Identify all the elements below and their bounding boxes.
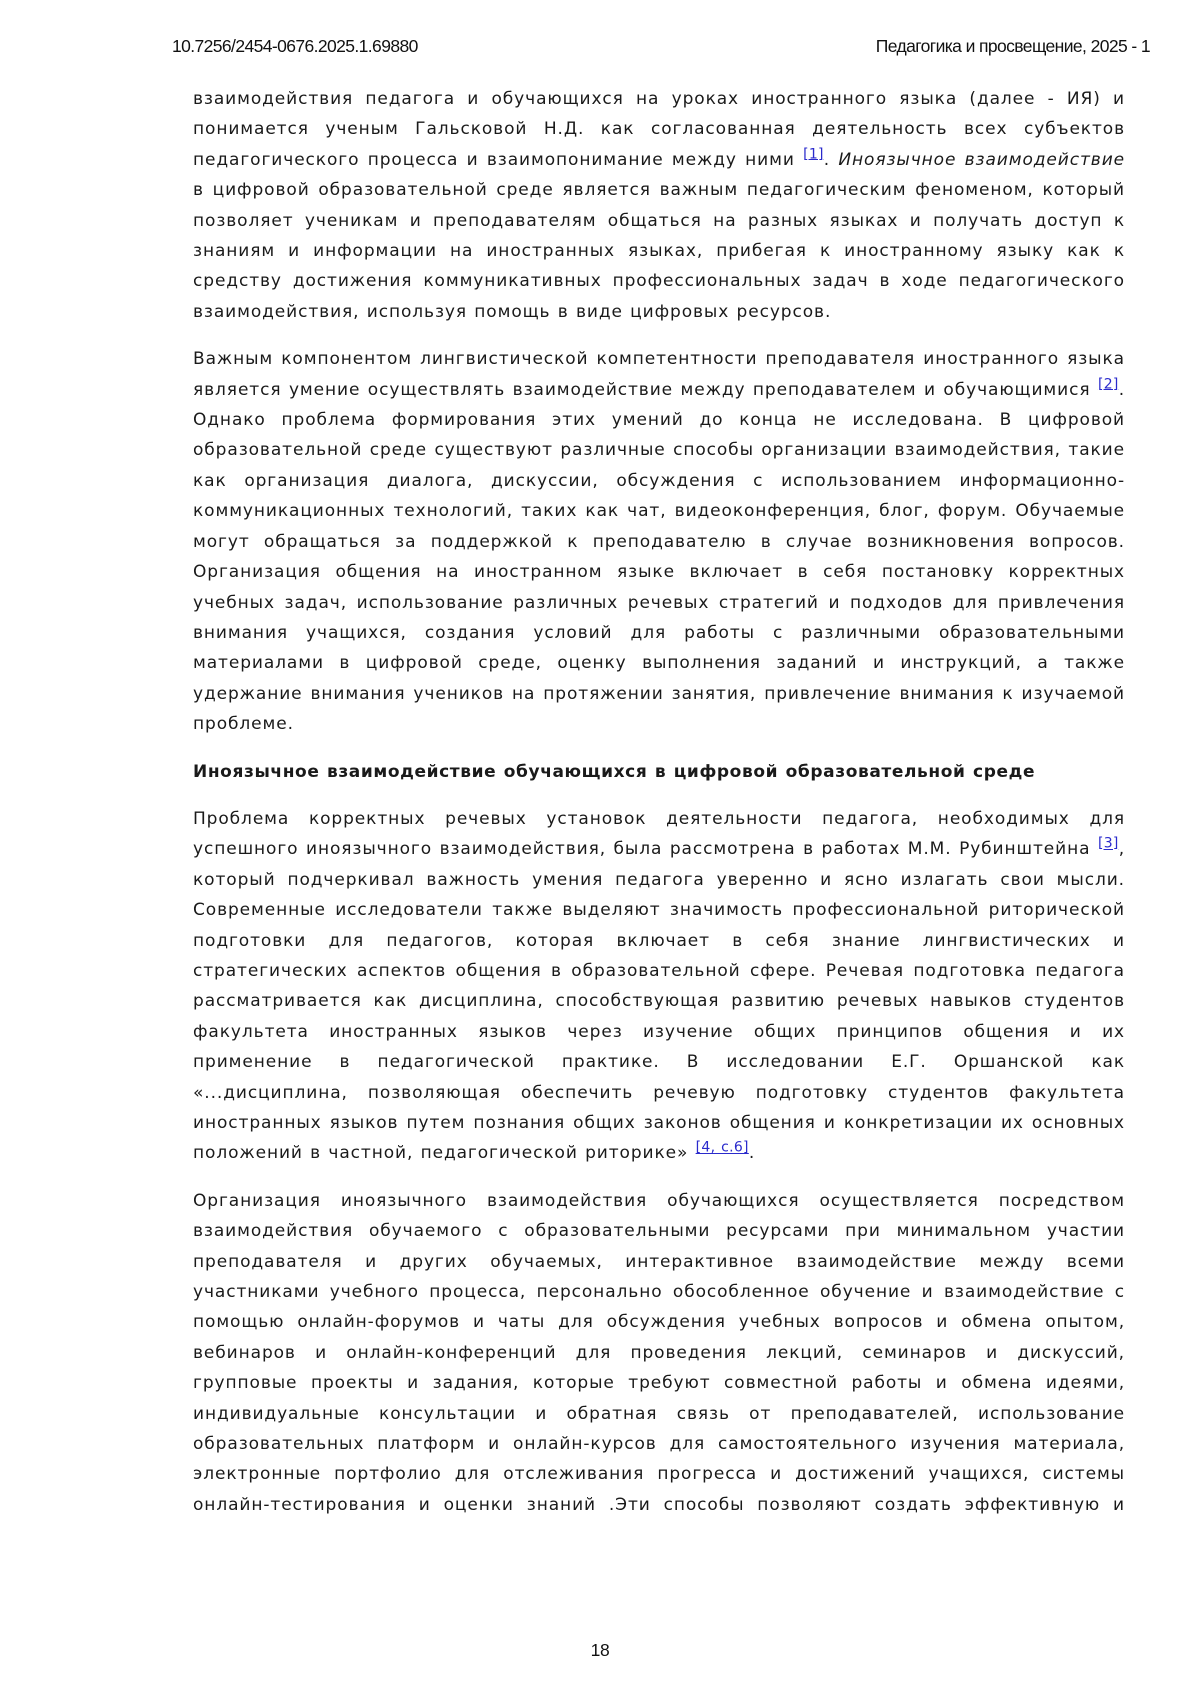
paragraph-1-text-c: в цифровой образовательной среде является важным педагогическим феноменом, который позволяет ученикам и преподавателям общаться на разных языках и получать доступ к знаниям и информации на иностранных языках, прибегая к иностранному языку как к средству достижения коммуникативных профессиональных задач в ходе педагогического взаимодействия, используя помощь в виде цифровых ресурсов. (193, 180, 1125, 322)
paragraph-1-emphasis: Иноязычное взаимодействие (838, 150, 1125, 170)
paragraph-2-text-b: . Однако проблема формирования этих умений до конца не исследована. В цифровой образовательной среде существуют различные способы организации взаимодействия, такие как организация диалога, дискуссии, обсуждения с использованием информационно-коммуникационных технологий, таких как чат, видеоконференция, блог, форум. Обучаемые могут обращаться за поддержкой к преподавателю в случае возникновения вопросов. Организация общения на иностранном языке включает в себя постановку корректных учебных задач, использование различных речевых стратегий и подходов для привлечения внимания учащихся, создания условий для работы с различными образовательными материалами в цифровой среде, оценку выполнения заданий и инструкций, а также удержание внимания учеников на протяжении занятия, привлечение внимания к изучаемой проблеме. (193, 380, 1125, 734)
paragraph-4 (193, 1186, 1125, 1520)
paragraph-4-text: Организация иноязычного взаимодействия обучающихся осуществляется посредством взаимодействия обучаемого с образовательными ресурсами при минимальном участии преподавателя и других обучаемых, интерактивное взаимодействие между всеми участниками учебного процесса, персонально обособленное обучение и взаимодействие с помощью онлайн-форумов и чаты для обсуждения учебных вопросов и обмена опытом, вебинаров и онлайн-конференций для проведения лекций, семинаров и дискуссий, групповые проекты и задания, которые требуют совместной работы и обмена идеями, индивидуальные консультации и обратная связь от преподавателей, использование образовательных платформ и онлайн-курсов для самостоятельного изучения материала, электронные портфолио для отслеживания прогресса и достижений учащихся, системы онлайн-тестирования и оценки знаний .Эти способы позволяют создать эффективную и (193, 1191, 1125, 1515)
section-heading: Иноязычное взаимодействие обучающихся в цифровой образовательной среде (193, 757, 1125, 787)
paragraph-1-text-a: взаимодействия педагога и обучающихся на уроках иностранного языка (далее - ИЯ) и понимается ученым Гальсковой Н.Д. как согласованная деятельность всех субъектов педагогического процесса и взаимопонимание между ними (193, 89, 1125, 170)
paragraph-3-text-b: , который подчеркивал важность умения педагога уверенно и ясно излагать свои мысли. Современные исследователи также выделяют значимость профессиональной риторической подготовки для педагогов, которая включает в себя знание лингвистических и стратегических аспектов общения в образовательной сфере. Речевая подготовка педагога рассматривается как дисциплина, способствующая развитию речевых навыков студентов факультета иностранных языков через изучение общих принципов общения и их применение в педагогической практике. В исследовании Е.Г. Оршанской как «...дисциплина, позволяющая обеспечить речевую подготовку студентов факультета иностранных языков путем познания общих законов общения и конкретизации их основных положений в частной, педагогической риторике» (193, 839, 1125, 1163)
page-number: 18 (0, 1640, 1200, 1661)
paragraph-3 (193, 804, 1125, 1169)
paragraph-1 (193, 84, 1125, 327)
paragraph-3-text-a: Проблема корректных речевых установок деятельности педагога, необходимых для успешного иноязычного взаимодействия, была рассмотрена в работах М.М. Рубинштейна (193, 809, 1125, 859)
citation-link-4[interactable]: [4, с.6] (696, 1140, 749, 1156)
doi-label: 10.7256/2454-0676.2025.1.69880 (172, 36, 418, 57)
paragraph-2-text-a: Важным компонентом лингвистической компетентности преподавателя иностранного языка является умение осуществлять взаимодействие между преподавателем и обучающимися (193, 349, 1125, 399)
citation-link-3[interactable]: [3] (1098, 836, 1119, 852)
paragraph-3-text-c: . (749, 1143, 755, 1163)
running-header (172, 36, 1150, 60)
article-body (193, 84, 1125, 1520)
citation-link-1[interactable]: [1] (803, 146, 824, 162)
citation-link-2[interactable]: [2] (1098, 376, 1119, 392)
journal-title: Педагогика и просвещение, 2025 - 1 (876, 36, 1150, 57)
paragraph-2 (193, 344, 1125, 739)
paragraph-1-text-b: . (824, 150, 839, 170)
